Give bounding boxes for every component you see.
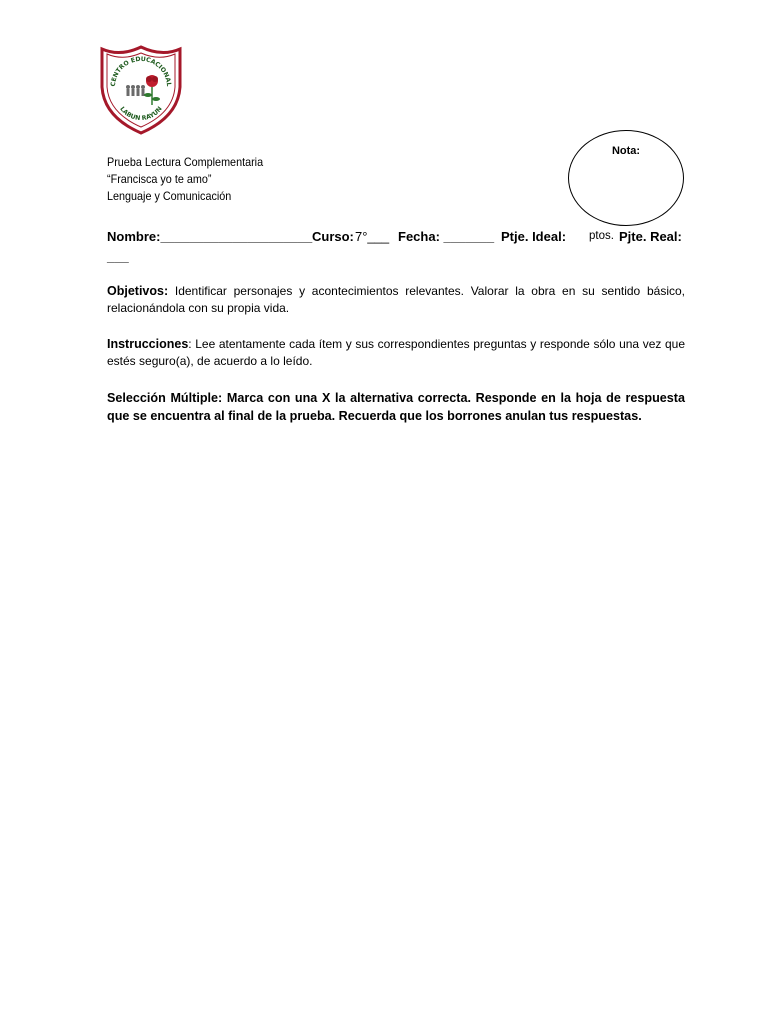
grade-circle — [568, 130, 684, 226]
curso-label: Curso: — [312, 229, 354, 244]
instrucciones-text: : Lee atentamente cada ítem y sus correspondientes preguntas y responde sólo una vez que estés seguro(a), de acuerdo a lo leído. — [107, 337, 685, 368]
book-title: “Francisca yo te amo” — [107, 172, 212, 186]
student-fields — [107, 229, 685, 249]
school-logo — [98, 43, 184, 135]
fecha-field[interactable]: Fecha: _______ — [398, 229, 495, 244]
objetivos-text: Identificar personajes y acontecimientos relevantes. Valorar la obra en su sentido básico, relacionándola con su propia vida. — [107, 284, 685, 315]
objetivos-label: Objetivos: — [107, 284, 169, 298]
seleccion-multiple-instructions: Selección Múltiple: Marca con una X la alternativa correcta. Responde en la hoja de respuesta que se encuentra al final de la prueba. Recuerda que los borrones anulan tus respuestas. — [107, 391, 685, 423]
subject: Lenguaje y Comunicación — [107, 189, 232, 203]
pjte-real-blank[interactable]: ___ — [107, 249, 129, 264]
nombre-field[interactable]: Nombre:_____________________ — [107, 229, 313, 244]
curso-value[interactable]: 7°___ — [355, 229, 390, 244]
test-title: Prueba Lectura Complementaria — [107, 155, 264, 169]
pjte-real-label: Pjte. Real: — [619, 229, 682, 244]
ptos-unit: ptos. — [589, 230, 614, 242]
instrucciones-label: Instrucciones — [107, 337, 189, 351]
instrucciones-paragraph — [107, 336, 685, 370]
objetivos-paragraph — [107, 283, 685, 317]
test-header — [107, 154, 263, 205]
logo-bottom-text: LABUN RAYUN — [118, 105, 164, 123]
grade-label: Nota: — [611, 145, 641, 157]
ptje-ideal-label: Ptje. Ideal: — [501, 229, 567, 244]
logo-top-text: CENTRO EDUCACIONAL — [109, 55, 173, 87]
